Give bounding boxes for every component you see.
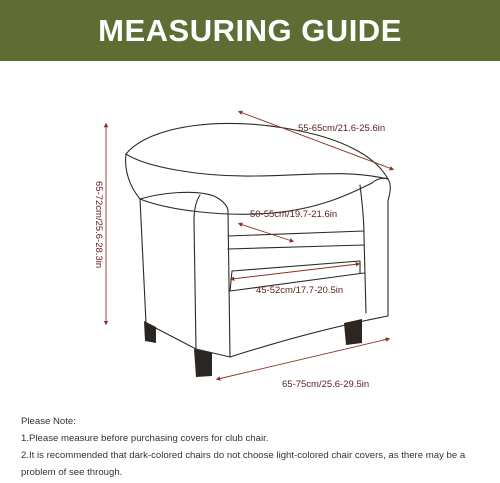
width-top-line [240,112,392,169]
chair-diagram [0,61,500,401]
bottom-width-line [218,339,388,379]
height-label: 65-72cm/25.6-28.3in [93,181,104,269]
bottom-width-label: 65-75cm/25.6-29.5in [282,379,370,390]
chair-illustration [0,61,500,401]
notes-section [21,413,491,481]
note-line-1: 1.Please measure before purchasing covers for club chair. [21,433,269,444]
note-line-2: 2.It is recommended that dark-colored chairs do not choose light-colored chair covers, as there may be a problem of see through. [21,450,466,478]
seat-depth-line [240,224,292,241]
width-top-label: 55-65cm/21.6-25.6in [298,123,386,134]
header-banner [0,0,500,61]
page-title: MEASURING GUIDE [98,12,402,48]
chair-legs [144,319,362,377]
seat-depth-label: 50-55cm/19.7-21.6in [250,209,338,220]
seat-width-label: 45-52cm/17.7-20.5in [256,285,344,296]
notes-heading: Please Note: [21,416,76,427]
